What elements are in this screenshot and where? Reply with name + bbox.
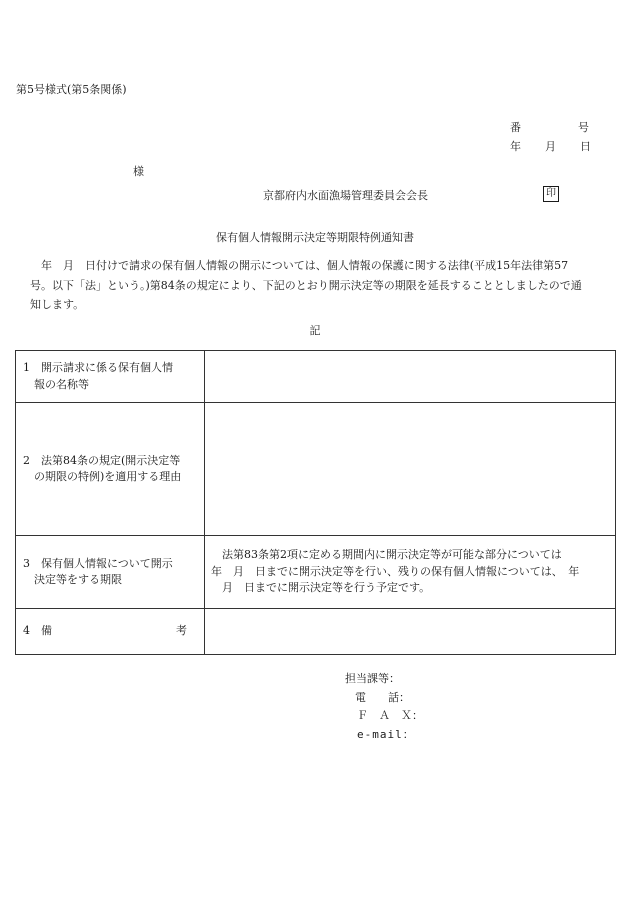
row2-label-line2: の期限の特例)を適用する理由 — [23, 470, 182, 483]
contact-fax: Ｆ Ａ Ｘ： — [357, 709, 423, 722]
table-row — [16, 351, 616, 403]
detail-table — [15, 350, 616, 655]
ki-marker: 記 — [309, 324, 321, 337]
row3-label — [16, 536, 205, 609]
row1-label-line2: 報の名称等 — [23, 377, 89, 391]
row4-label-num: 4 備 — [23, 624, 52, 638]
row4-value — [205, 609, 616, 655]
issuer-name: 京都府内水面漁場管理委員会会長 — [263, 189, 428, 202]
row1-label-line1: 1 開示請求に係る保有個人情 — [23, 361, 173, 374]
table-row — [16, 536, 616, 609]
row3-value-line1: 法第83条第2項に定める期間内に開示決定等が可能な部分については — [211, 548, 562, 562]
date-year: 年 — [510, 140, 521, 153]
date-day: 日 — [580, 140, 591, 153]
contact-email: e-mail： — [357, 727, 415, 741]
document-title: 保有個人情報開示決定等期限特例通知書 — [216, 231, 414, 244]
body-line-3: 知します。 — [30, 298, 85, 311]
body-line-1: 年 月 日付けで請求の保有個人情報の開示については、個人情報の保護に関する法律(平成15年法律第57 — [30, 259, 569, 272]
contact-block — [345, 670, 423, 744]
table-row — [16, 609, 616, 655]
date-month: 月 — [545, 140, 556, 153]
seal-mark: 印 — [543, 186, 559, 202]
row3-value-line3: 月 日までに開示決定等を行う予定です。 — [211, 581, 431, 595]
ref-number-label: 番 — [510, 121, 521, 134]
recipient-honorific: 様 — [133, 165, 144, 178]
table-row — [16, 403, 616, 536]
row3-value-line2: 年 月 日までに開示決定等を行い、残りの保有個人情報については、 年 — [211, 564, 580, 578]
row3-label-line2: 決定等をする期限 — [23, 573, 122, 586]
body-line-2: 号。以下「法」という。)第84条の規定により、下記のとおり開示決定等の期限を延長することとしましたので通 — [30, 278, 582, 292]
row2-value — [205, 403, 616, 536]
row3-label-line1: 3 保有個人情報について開示 — [23, 556, 173, 570]
contact-dept: 担当課等： — [345, 672, 400, 685]
row4-label — [16, 609, 205, 655]
ref-number-suffix: 号 — [578, 121, 589, 134]
form-number: 第5号様式(第5条関係) — [16, 83, 127, 96]
row4-label-text — [23, 623, 199, 640]
row2-label-line1: 2 法第84条の規定(開示決定等 — [23, 453, 181, 467]
row1-label — [16, 351, 205, 403]
row1-value — [205, 351, 616, 403]
row2-label — [16, 403, 205, 536]
row3-value — [205, 536, 616, 609]
contact-phone: 電 話： — [355, 690, 410, 704]
body-paragraph — [30, 256, 615, 315]
row4-label-end: 考 — [176, 624, 187, 638]
